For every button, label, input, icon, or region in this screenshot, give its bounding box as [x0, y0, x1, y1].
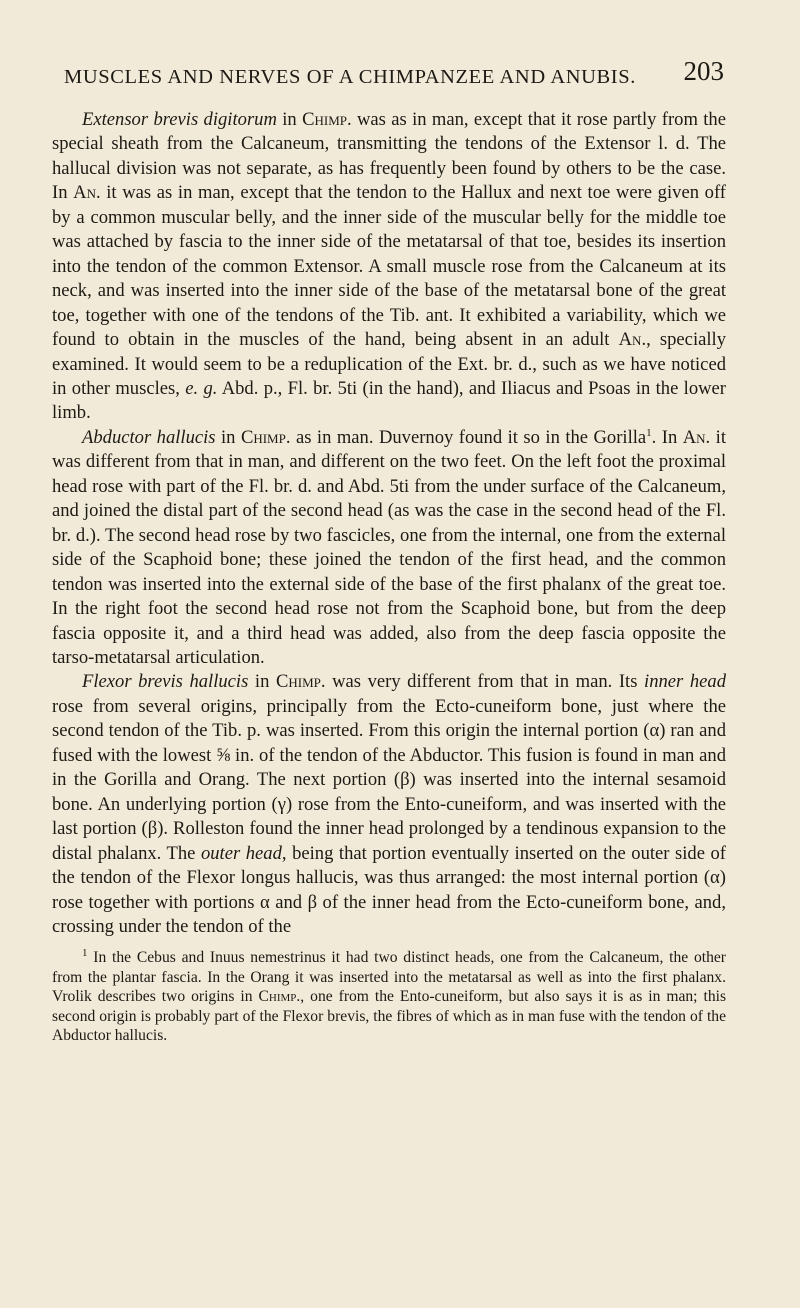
text-run: in — [248, 671, 276, 693]
abbrev-chimp: Chimp. — [302, 109, 352, 130]
text-run: was as in man, except that it rose partly from the special sheath from the Calcaneum, transmitting the tendons of the Extensor l. d. The hallucal division was not separate, as has frequently been found by others to be the case. In — [52, 109, 726, 204]
text-run: it was as in man, except that the tendon to the Hallux and next toe were given off by a common muscular belly, and the inner side of the muscular belly for the middle toe was attached by fascia to the inner side of the metatarsal of that toe, besides its insertion into the tendon of the common Extensor. A small muscle rose from the Calcaneum at its neck, and was inserted into the inner side of the base of the metatarsal bone of the great toe, together with one of the tendons of the Tib. ant. It exhibited a variability, which we found to obtain in the muscles of the hand, being absent in an adult — [52, 182, 726, 351]
text-run: in — [276, 109, 303, 130]
abbrev-chimp: Chimp. — [275, 671, 326, 693]
running-title: MUSCLES AND NERVES OF A CHIMPANZEE AND ANUBIS. — [64, 66, 636, 88]
text-run: was very different from that in man. Its — [325, 671, 645, 693]
muscle-heading: Abductor hallucis — [82, 426, 216, 448]
page-number: 203 — [683, 56, 724, 86]
paragraph-flexor-brevis-hallucis — [52, 670, 726, 939]
text-run: as in man. Duvernoy found it so in the Gorilla — [290, 426, 647, 448]
abbrev-an: An. — [73, 182, 101, 204]
paragraph-extensor-brevis-digitorum — [52, 108, 726, 426]
muscle-heading: Flexor brevis hallucis — [82, 671, 249, 693]
abbrev-an: An. — [682, 426, 711, 448]
muscle-heading: Extensor brevis digitorum — [82, 109, 277, 130]
term-outer-head: outer head — [200, 842, 282, 864]
text-run: it was different from that in man, and different on the two feet. On the left foot the proximal head rose with part of the Fl. br. d. and Abd. 5ti from the under surface of the Calcaneum, and joined the distal part of the second head (as was the case in the second head of the Fl. br. d.). The second head rose by two fascicles, one from the internal, one from the external side of the Scaphoid bone; these joined the tendon of the first head, and the common tendon was inserted into the external side of the base of the first phalanx of the great toe. In the right foot the second head rose not from the Scaphoid bone, but from the deep fascia opposite it, and a third head was added, also from the deep fascia opposite the tarso-metatarsal articulation. — [52, 426, 726, 668]
text-run: Abd. p., Fl. br. 5ti (in the hand), and Iliacus and Psoas in the lower limb. — [52, 377, 726, 424]
text-run: , one from the Ento-cuneiform, but also says it is as in man; this second origin is probably part of the Flexor brevis, the fibres of which as in man fuse with the tendon of the Abductor hallucis. — [52, 988, 727, 1045]
footnote-reference[interactable]: 1 — [646, 426, 652, 439]
text-run: . In — [651, 426, 683, 448]
footnote-marker: 1 — [82, 947, 88, 960]
paragraph-abductor-hallucis — [52, 426, 726, 671]
abbrev-an: An. — [618, 329, 647, 351]
abbrev-chimp: Chimp. — [240, 426, 291, 448]
text-run: , being that portion eventually inserted on the outer side of the tendon of the Flexor longus hallucis, was thus arranged: the most internal portion (α) rose together with portions α and β of the inner head from the Ecto-cuneiform bone, and, crossing under the tendon of the — [52, 842, 726, 937]
text-run: In the Cebus and Inuus nemestrinus it had two distinct heads, one from the Calcaneum, the other from the plantar fascia. In the Orang it was inserted into the metatarsal as well as into the first phalanx. Vrolik describes two origins in — [52, 949, 726, 1006]
footnotes — [52, 948, 726, 1046]
main-text — [52, 108, 726, 939]
text-run: , specially examined. It would seem to be a reduplication of the Ext. br. d., such as we have noticed in other muscles, — [52, 329, 726, 399]
abbrev-chimp: Chimp. — [258, 988, 301, 1006]
text-run: rose from several origins, principally from the Ecto-cuneiform bone, just where the second tendon of the Tib. p. was inserted. From this origin the internal portion (α) ran and fused with the lowest ⅝ in. of the tendon of the Abductor. This fusion is found in man and in the Gorilla and Orang. The next portion (β) was inserted into the internal sesamoid bone. An underlying portion (γ) rose from the Ento-cuneiform, and was inserted with the last portion (β). Rolleston found the inner head prolonged by a tendinous expansion to the distal phalanx. The — [52, 695, 726, 864]
running-head — [52, 48, 726, 88]
footnote-1 — [52, 948, 726, 1046]
term-inner-head: inner head — [644, 671, 726, 693]
abbrev-eg: e. g. — [185, 377, 218, 399]
text-run: in — [215, 426, 241, 448]
